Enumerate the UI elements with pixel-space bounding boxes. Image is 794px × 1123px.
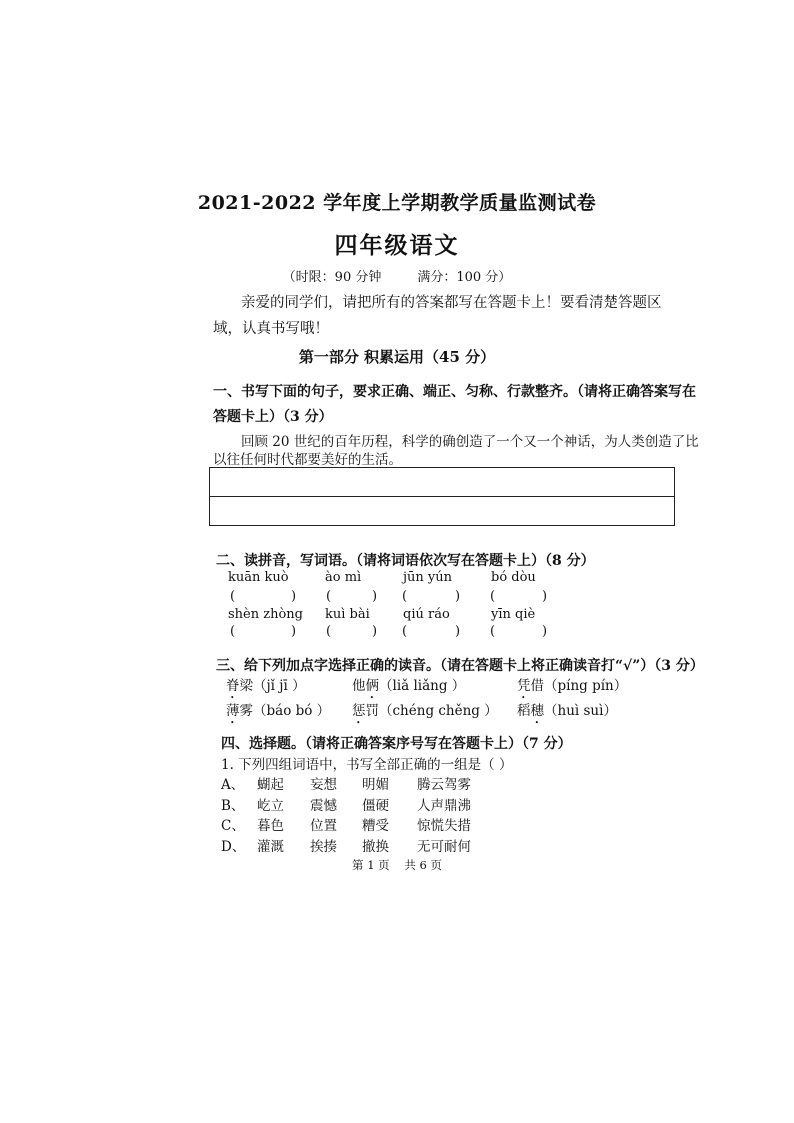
answer-paren-left: (: [490, 624, 496, 639]
page-number: 第 1 页: [352, 858, 390, 872]
q1-sentence-line1: 回顾 20 世纪的百年历程，科学的确创造了一个又一个神话，为人类创造了比: [241, 434, 699, 450]
part1-heading: 第一部分 积累运用（45 分）: [298, 348, 496, 366]
option-word: 糟受: [362, 818, 389, 834]
answer-paren-left: (: [230, 589, 236, 604]
exam-time-info: [0, 266, 794, 285]
time-limit: （时限：90 分钟: [282, 270, 382, 285]
full-score: 满分：100 分）: [417, 270, 512, 285]
pronunciation-options: （liǎ liǎng ）: [379, 678, 466, 694]
dotted-char: 脊: [226, 678, 240, 694]
q4-title: 四、选择题。（请将正确答案序号写在答题卡上）（7 分）: [221, 736, 572, 752]
q2-title: 二、读拼音，写词语。（请将词语依次写在答题卡上）（8 分）: [216, 553, 595, 569]
dotted-char: 凭: [517, 678, 531, 694]
answer-paren-left: (: [402, 589, 408, 604]
exam-subject: 四年级语文: [334, 232, 460, 259]
q1-title-line2: 答题卡上）（3 分）: [213, 409, 333, 425]
q4-sub1: 1. 下列四组词语中，书写全部正确的一组是（ ）: [221, 757, 513, 773]
q3-item: 凭借（píng pín）: [517, 678, 628, 694]
q1-title-line1: 一、书写下面的句子，要求正确、端正、匀称、行款整齐。（请将正确答案写在: [213, 384, 696, 400]
q3-item: 惩罚（chéng chěng ）: [352, 703, 498, 719]
intro-text: 亲爱的同学们，请把所有的答案都写在答题卡上！要看清楚答题区域，认真书写哦！: [213, 295, 662, 337]
pronunciation-options: （báo bó ）: [253, 703, 331, 719]
option-word: 无可耐何: [417, 839, 471, 855]
dotted-char: 俩: [365, 678, 379, 694]
pinyin-item: kuì bài: [325, 607, 370, 622]
pronunciation-options: （píng pín）: [544, 678, 628, 694]
q3-item: 稻穗（huì suì）: [517, 703, 617, 719]
exam-title: 2021-2022 学年度上学期教学质量监测试卷: [197, 192, 597, 214]
option-word: 僵硬: [362, 798, 389, 814]
answer-paren-right: ): [455, 624, 461, 639]
answer-paren-right: ): [291, 589, 297, 604]
pinyin-item: shèn zhòng: [228, 607, 303, 622]
answer-paren-right: ): [542, 624, 548, 639]
answer-paren-right: ): [455, 589, 461, 604]
pinyin-item: jūn yún: [403, 570, 452, 585]
answer-paren-left: (: [402, 624, 408, 639]
page-total: 共 6 页: [404, 858, 442, 872]
pinyin-item: qiú ráo: [403, 607, 450, 622]
pinyin-item: yīn qiè: [491, 607, 536, 622]
option-word: 震憾: [310, 798, 337, 814]
answer-paren-right: ): [372, 624, 378, 639]
option-word: 惊慌失措: [417, 818, 471, 834]
option-word: 挨揍: [310, 839, 337, 855]
option-word: 明媚: [362, 777, 389, 793]
q3-title: 三、给下列加点字选择正确的读音。（请在答题卡上将正确读音打“√”）（3 分）: [216, 658, 704, 674]
option-label: A、: [221, 777, 245, 793]
option-label: C、: [221, 818, 245, 834]
option-word: 灌溉: [257, 839, 284, 855]
pronunciation-options: （huì suì）: [544, 703, 617, 719]
option-word: 蝴起: [257, 777, 284, 793]
option-label: B、: [221, 798, 245, 814]
pronunciation-options: （chéng chěng ）: [379, 703, 498, 719]
answer-paren-right: ): [542, 589, 548, 604]
option-word: 位置: [310, 818, 337, 834]
answer-paren-left: (: [230, 624, 236, 639]
answer-paren-right: ): [372, 589, 378, 604]
option-label: D、: [221, 839, 246, 855]
answer-paren-left: (: [326, 589, 332, 604]
dotted-char: 穗: [530, 703, 544, 719]
writing-box: [209, 467, 675, 526]
answer-paren-left: (: [326, 624, 332, 639]
option-word: 腾云驾雾: [417, 777, 471, 793]
option-word: 屹立: [257, 798, 284, 814]
pinyin-item: ào mì: [325, 570, 362, 585]
option-word: 暮色: [257, 818, 284, 834]
option-word: 人声鼎沸: [417, 798, 471, 814]
page-footer: [0, 857, 794, 873]
option-word: 撤换: [362, 839, 389, 855]
option-word: 妄想: [310, 777, 337, 793]
q3-item: 脊梁（jǐ jī ）: [226, 678, 306, 694]
pronunciation-options: （jǐ jī ）: [253, 678, 306, 694]
q1-sentence-line2: 以往任何时代都要美好的生活。: [213, 452, 402, 468]
q3-item: 薄雾（báo bó ）: [226, 703, 331, 719]
q3-item: 他俩（liǎ liǎng ）: [352, 678, 466, 694]
answer-paren-right: ): [291, 624, 297, 639]
pinyin-item: bó dòu: [491, 570, 536, 585]
answer-paren-left: (: [490, 589, 496, 604]
dotted-char: 惩: [352, 703, 366, 719]
pinyin-item: kuān kuò: [228, 570, 289, 585]
dotted-char: 薄: [226, 703, 240, 719]
writing-box-divider: [210, 496, 674, 497]
